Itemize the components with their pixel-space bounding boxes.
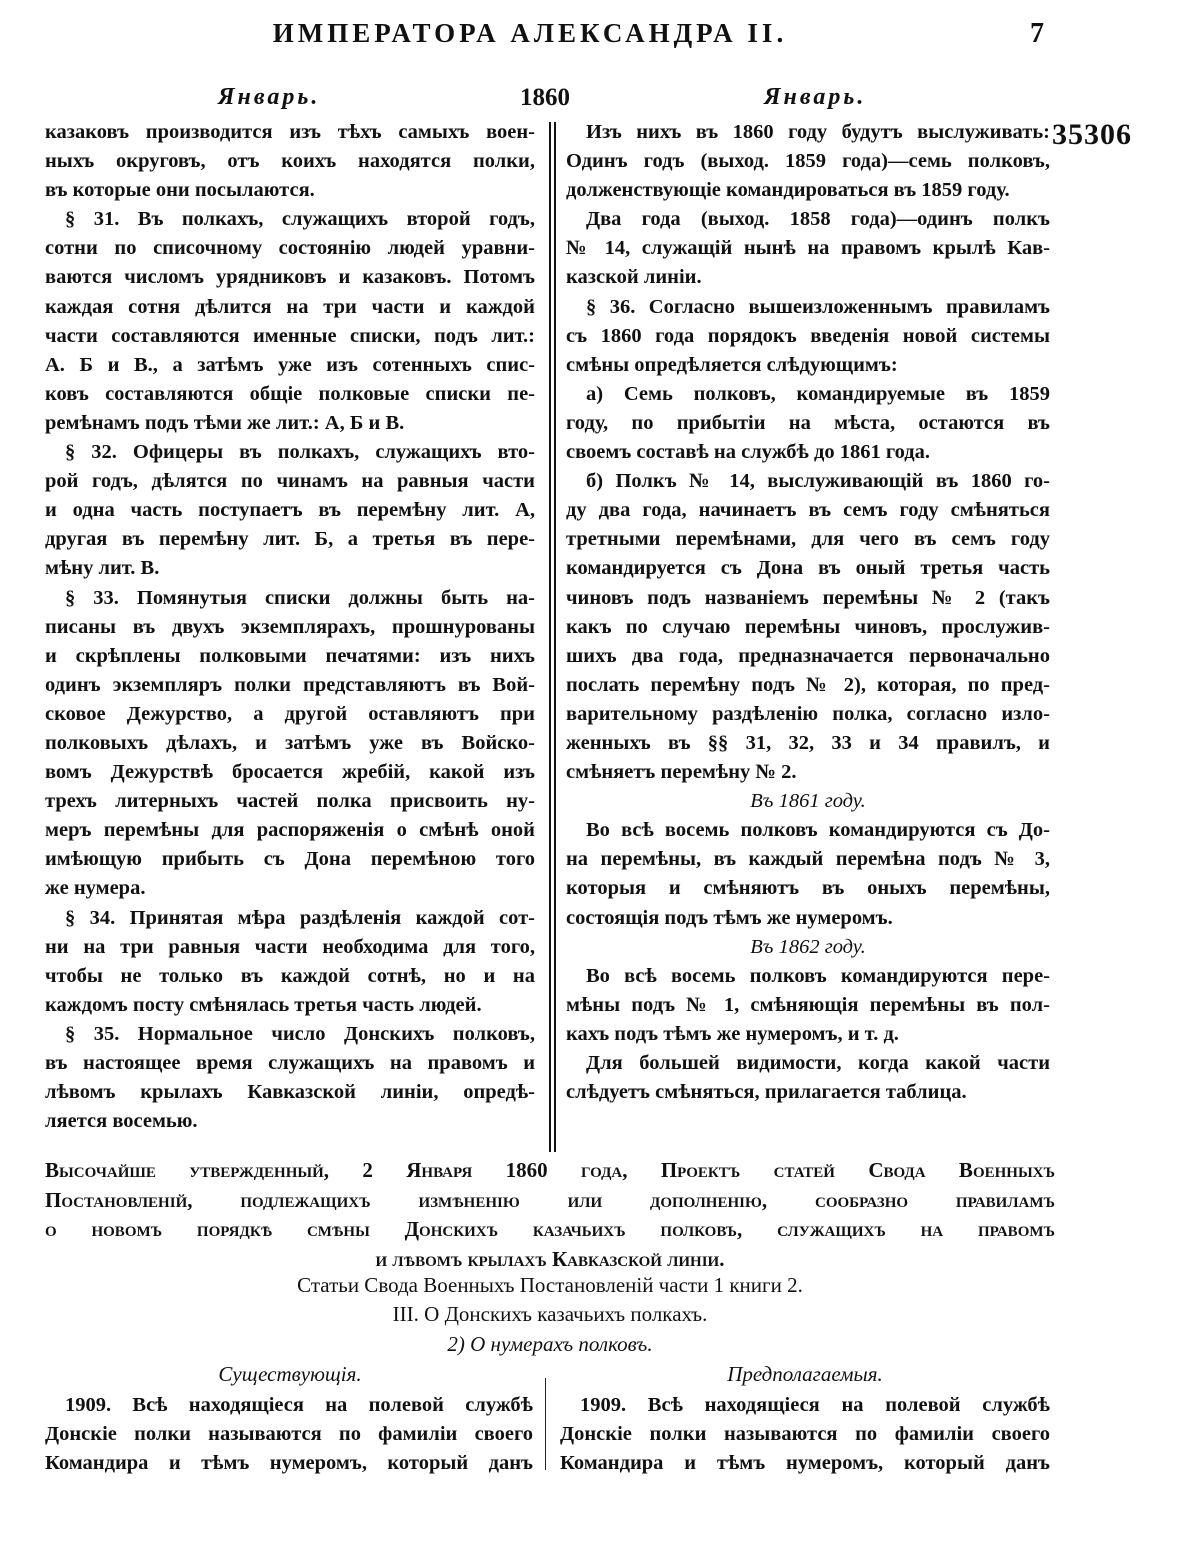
section-heading: Въ 1861 году. — [750, 790, 866, 813]
paragraph — [45, 1020, 535, 1136]
text-line: въ которые они посылаются. — [45, 179, 315, 202]
text-line: вомъ Дежурствѣ бросается жребій, какой изъ — [45, 761, 535, 784]
document-number: 35306 — [1052, 118, 1132, 151]
left-column — [45, 118, 535, 1136]
text-line: рой годъ, дѣлятся по чинамъ на равныя части — [45, 470, 535, 493]
title-line: о новомъ порядкѣ смѣны Донскихъ казачьихъ полковъ, служащихъ на правомъ — [45, 1217, 1055, 1241]
text-line: б) Полкъ № 14, выслуживающій въ 1860 го- — [586, 470, 1050, 493]
text-line: Одинъ годъ (выход. 1859 года)—семь полковъ, — [566, 150, 1050, 173]
text-line: ныхъ округовъ, отъ коихъ находятся полки, — [45, 150, 535, 173]
text-line: чиновъ подъ названіемъ перемѣны № 2 (такъ — [566, 586, 1050, 609]
text-line: части составляются именные списки, подъ лит.: — [45, 324, 535, 347]
decree-subsection: 2) О нумерахъ полковъ. — [447, 1332, 653, 1356]
text-line: ду два года, начинаетъ въ семъ году смѣняться — [566, 499, 1050, 522]
text-line: другая въ перемѣну лит. Б, а третья въ пере- — [45, 528, 535, 551]
month-left: Январь. — [218, 84, 321, 110]
text-line: мѣны подъ № 1, смѣняющія перемѣны въ пол- — [566, 993, 1050, 1016]
paragraph — [45, 205, 535, 438]
section-heading: Въ 1862 году. — [750, 935, 866, 958]
text-line: ремѣнамъ подъ тѣми же лит.: А, Б и В. — [45, 411, 405, 434]
text-line: смѣняетъ перемѣну № 2. — [566, 761, 797, 784]
paragraph — [45, 438, 535, 583]
text-line: Изъ нихъ въ 1860 году будутъ выслуживать: — [586, 121, 1050, 143]
text-line: мѣну лит. В. — [45, 557, 160, 580]
text-line: женныхъ въ §§ 31, 32, 33 и 34 правилъ, и — [566, 731, 1050, 754]
text-line: § 34. Принятая мѣра раздѣленія каждой сот- — [65, 906, 535, 929]
paragraph — [566, 205, 1050, 292]
text-line: чтобы не только въ каждой сотнѣ, но и на — [45, 964, 535, 987]
text-line: 1909. Всѣ находящіеся на полевой службѣ — [65, 1394, 533, 1416]
text-line: смѣны опредѣляется слѣдующимъ: — [566, 353, 898, 376]
text-line: сотни по списочному состоянію людей уравни- — [45, 237, 535, 260]
paragraph — [45, 118, 535, 205]
text-line: слѣдуетъ смѣняться, прилагается таблица. — [566, 1081, 967, 1104]
text-line: послать перемѣну подъ № 2), которая, по пред- — [566, 673, 1050, 696]
text-line: ляется восемью. — [45, 1110, 198, 1133]
text-line: своемъ составѣ на службѣ до 1861 года. — [566, 441, 931, 464]
existing-heading: Существующія. — [218, 1362, 362, 1386]
paragraph — [566, 1049, 1050, 1107]
text-line: § 35. Нормальное число Донскихъ полковъ, — [65, 1022, 535, 1045]
text-line: меръ перемѣны для распоряженія о смѣнѣ оной — [45, 819, 535, 842]
text-line: съ 1860 года порядокъ введенія новой системы — [566, 324, 1050, 347]
text-line: лѣвомъ крылахъ Кавказской линіи, опредѣ- — [45, 1081, 535, 1104]
text-line: имѣющую прибыть съ Дона перемѣною того — [45, 848, 535, 871]
decree-title — [45, 1156, 1055, 1274]
text-line: § 32. Офицеры въ полкахъ, служащихъ вто- — [65, 441, 535, 464]
text-line: и скрѣплены полковыми печатями: изъ нихъ — [45, 644, 535, 667]
paragraph — [45, 584, 535, 904]
page-number: 7 — [1030, 18, 1044, 49]
text-line: долженствующіе командироваться въ 1859 году. — [566, 179, 1010, 202]
title-line: Постановленій, подлежащихъ измѣненію или дополненію, сообразно правиламъ — [45, 1187, 1055, 1212]
text-line: шихъ два года, предназначается первоначально — [566, 644, 1050, 667]
text-line: 1909. Всѣ находящіеся на полевой службѣ — [580, 1394, 1050, 1416]
paragraph — [566, 293, 1050, 380]
paragraph — [566, 816, 1050, 932]
right-column — [566, 118, 1050, 1107]
paragraph — [566, 118, 1050, 205]
proposed-heading: Предполагаемыя. — [727, 1362, 883, 1386]
text-line: въ настоящее время служащихъ на правомъ и — [45, 1052, 535, 1074]
text-line: № 14, служащій нынѣ на правомъ крылѣ Кав- — [566, 237, 1050, 260]
text-line: § 36. Согласно вышеизложеннымъ правиламъ — [586, 295, 1050, 318]
text-line: § 33. Помянутыя списки должны быть на- — [65, 586, 535, 609]
text-line: же нумера. — [45, 877, 146, 900]
text-line: § 31. Въ полкахъ, служащихъ второй годъ, — [65, 208, 535, 231]
text-line: трехъ литерныхъ частей полка присвоить ну- — [45, 790, 535, 813]
text-line: году, по прибытіи на мѣста, остаются въ — [566, 411, 1050, 434]
month-right: Январь. — [764, 84, 867, 110]
text-line: Для большей видимости, когда какой части — [586, 1052, 1050, 1074]
text-line: Во всѣ восемь полковъ командируются пере- — [586, 964, 1050, 987]
text-line: Командира и тѣмъ нумеромъ, который данъ — [560, 1452, 1050, 1475]
paragraph — [566, 962, 1050, 1049]
subcolumn-divider — [545, 1378, 546, 1470]
paragraph — [566, 467, 1050, 787]
text-line: одинъ экземпляръ полки представляютъ въ Вой- — [45, 673, 535, 696]
proposed-text — [560, 1391, 1050, 1478]
running-title: ИМПЕРАТОРА АЛЕКСАНДРА II. — [272, 18, 788, 48]
text-line: Во всѣ восемь полковъ командируются съ До- — [586, 819, 1050, 842]
text-line: кахъ подъ тѣмъ же нумеромъ, и т. д. — [566, 1022, 899, 1045]
text-line: сковое Дежурство, а другой оставляютъ при — [45, 702, 535, 725]
text-line: ни на три равныя части необходима для того, — [45, 935, 535, 958]
text-line: какъ по случаю перемѣны чиновъ, прослужив- — [566, 615, 1050, 638]
text-line: которыя и смѣняютъ въ оныхъ перемѣны, — [566, 877, 1050, 900]
existing-text — [45, 1391, 533, 1478]
text-line: каждомъ посту смѣнялась третья часть людей. — [45, 993, 482, 1016]
text-line: ковъ составляются общіе полковые списки пе- — [45, 382, 535, 405]
text-line: третными перемѣнами, для чего въ семъ году — [566, 528, 1050, 551]
text-line: полковыхъ дѣлахъ, и затѣмъ уже въ Войско- — [45, 731, 535, 754]
decree-section: III. О Донскихъ казачьихъ полкахъ. — [392, 1302, 708, 1326]
paragraph — [45, 904, 535, 1020]
text-line: Донскіе полки называются по фамиліи своего — [560, 1423, 1050, 1446]
text-line: Два года (выход. 1858 года)—одинъ полкъ — [586, 208, 1050, 231]
title-line: и лѣвомъ крылахъ Кавказской линіи. — [375, 1246, 725, 1271]
text-line: на перемѣны, въ каждый перемѣна подъ № 3, — [566, 848, 1050, 871]
text-line: а) Семь полковъ, командируемые въ 1859 — [586, 382, 1050, 405]
title-line: Высочайше утвержденный, 2 Января 1860 года, Проектъ статей Свода Военныхъ — [45, 1158, 1055, 1182]
decree-source: Статьи Свода Военныхъ Постановленій части 1 книги 2. — [297, 1273, 803, 1297]
paragraph — [566, 380, 1050, 467]
text-line: писаны въ двухъ экземплярахъ, прошнурованы — [45, 615, 535, 638]
text-line: варительному раздѣленію полка, согласно изло- — [566, 702, 1050, 725]
text-line: и одна часть поступаетъ въ перемѣну лит. А, — [45, 499, 535, 522]
text-line: ваются числомъ урядниковъ и казаковъ. Потомъ — [45, 266, 535, 289]
text-line: А. Б и В., а затѣмъ уже изъ сотенныхъ спис- — [45, 353, 535, 376]
text-line: казаковъ производится изъ тѣхъ самыхъ воен- — [45, 121, 535, 143]
text-line: командируется съ Дона въ оный третья часть — [566, 557, 1050, 580]
text-line: казской линіи. — [566, 266, 702, 289]
text-line: состоящія подъ тѣмъ же нумеромъ. — [566, 906, 893, 929]
text-line: каждая сотня дѣлится на три части и каждой — [45, 295, 535, 318]
text-line: Командира и тѣмъ нумеромъ, который данъ — [45, 1452, 533, 1475]
column-divider — [549, 122, 556, 1152]
text-line: Донскіе полки называются по фамиліи своего — [45, 1423, 533, 1446]
year: 1860 — [520, 84, 570, 111]
